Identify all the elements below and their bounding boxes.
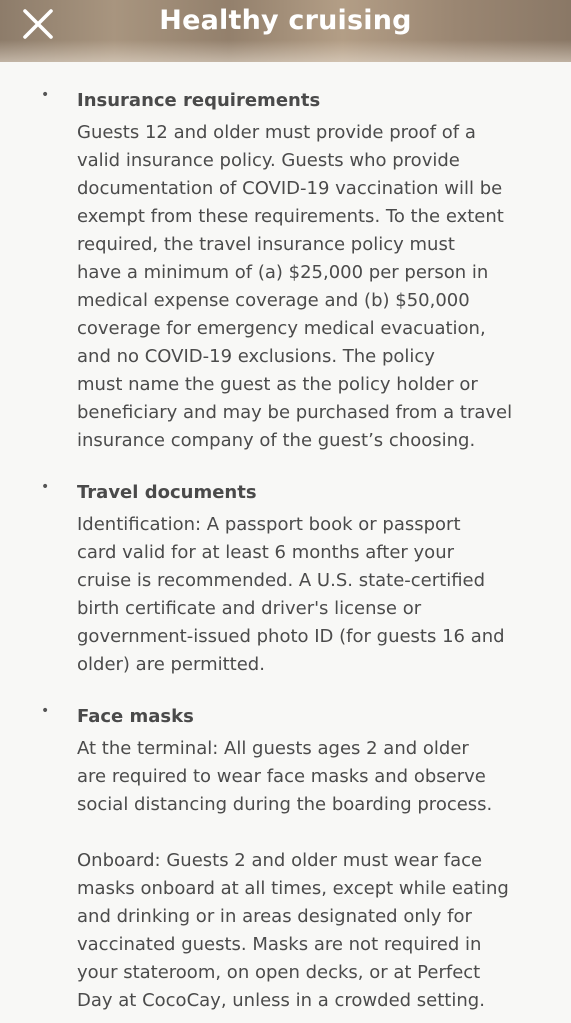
paragraph-spacer [77, 819, 551, 847]
section-body-insurance: Guests 12 and older must provide proof of a valid insurance policy. Guests who provide documentation of COVID-19 vaccination will be exempt from these requirements. To the extent required, the travel insurance policy must have a minimum of (a) $25,000 per person in medical expense coverage and (b) $50,000 coverage for emergency medical evacuation, and no COVID-19 exclusions. The policy must name the guest as the policy holder or beneficiary and may be purchased from a travel insurance company of the guest’s choosing. [77, 122, 513, 451]
section-insurance [0, 87, 571, 455]
page-title: Healthy cruising [159, 5, 412, 36]
section-travel-documents [0, 479, 571, 679]
section-title-travel-documents: Travel documents [77, 482, 257, 503]
section-body-travel-documents: Identification: A passport book or passport card valid for at least 6 months after your cruise is recommended. A U.S. state-certified birth certificate and driver's license or government-issued photo ID (for guests 16 and older) are permitted. [77, 514, 505, 675]
section-title-face-masks: Face masks [77, 706, 194, 727]
section-title-insurance: Insurance requirements [77, 90, 321, 111]
section-body-face-masks-onboard: Onboard: Guests 2 and older must wear face masks onboard at all times, except while eating and drinking or in areas designated only for vaccinated guests. Masks are not required in your stateroom, on open decks, or at Perfect Day at CocoCay, unless in a crowded setting. [77, 850, 509, 1011]
section-face-masks [0, 703, 571, 1015]
bullet: • [41, 479, 50, 495]
bullet: • [41, 703, 50, 719]
header-bar [0, 0, 571, 62]
bullet: • [41, 87, 50, 103]
section-body-face-masks-terminal: At the terminal: All guests ages 2 and older are required to wear face masks and observe social distancing during the boarding process. [77, 738, 493, 815]
content-area[interactable] [0, 62, 571, 1015]
